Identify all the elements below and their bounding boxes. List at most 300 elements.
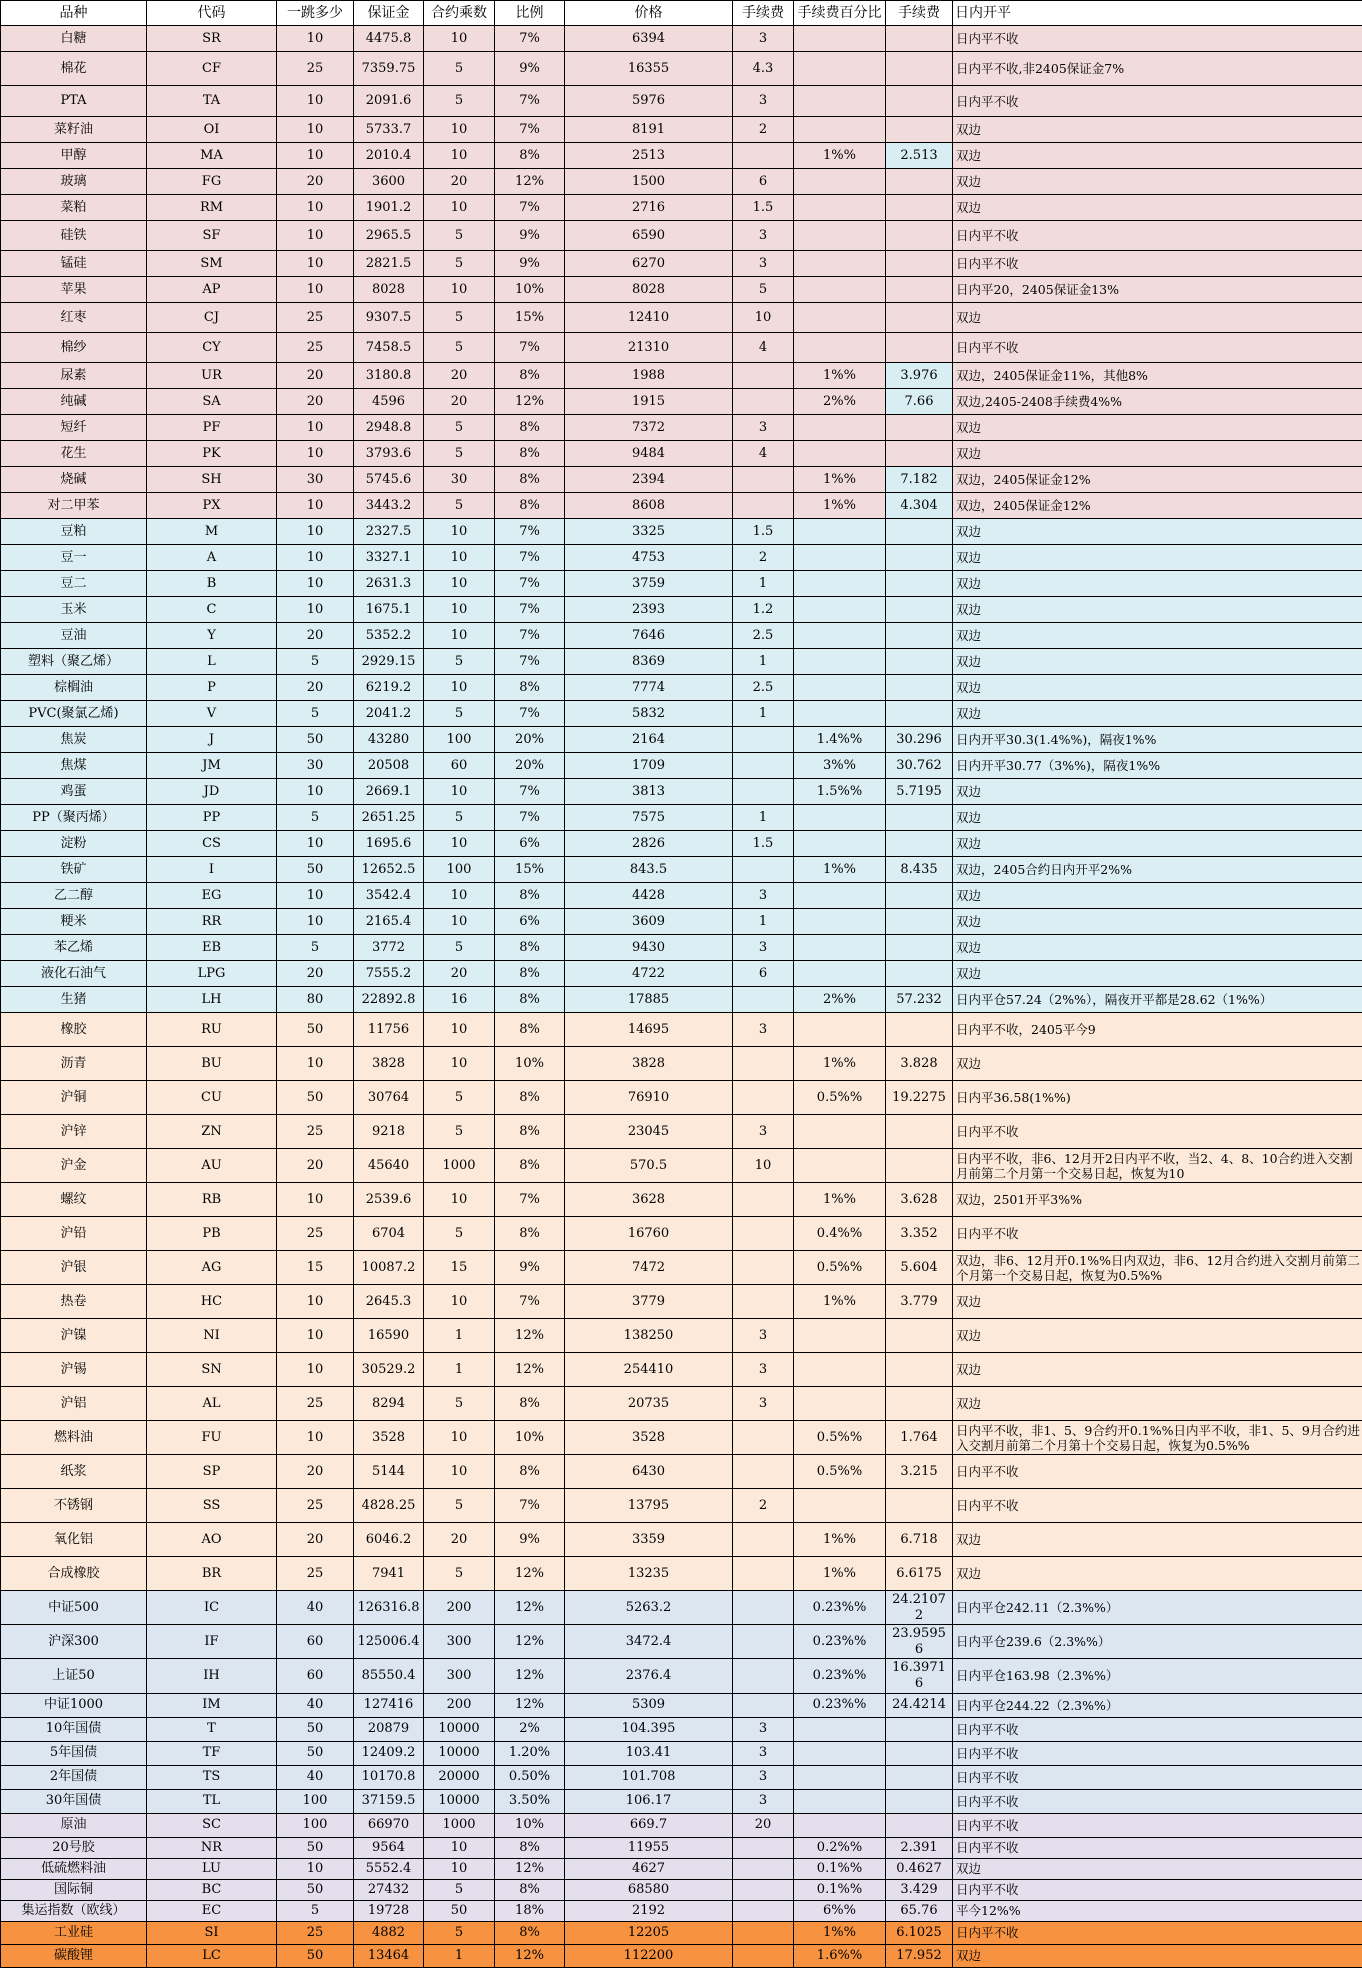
cell-name[interactable]: 短纤 [1, 415, 147, 441]
cell-price[interactable]: 1988 [565, 363, 733, 389]
cell-fee_pct[interactable] [794, 195, 886, 221]
cell-price[interactable]: 103.41 [565, 1741, 733, 1765]
cell-fee_pct[interactable] [794, 26, 886, 52]
cell-code[interactable]: SN [147, 1353, 277, 1387]
cell-name[interactable]: 碳酸锂 [1, 1944, 147, 1967]
cell-code[interactable]: L [147, 649, 277, 675]
cell-note[interactable]: 日内平不收 [953, 333, 1362, 363]
cell-margin[interactable]: 2010.4 [354, 143, 424, 169]
cell-fee_val[interactable] [886, 675, 953, 701]
cell-code[interactable]: IM [147, 1693, 277, 1717]
cell-fee_pct[interactable] [794, 909, 886, 935]
cell-fee[interactable]: 3 [733, 251, 794, 277]
cell-fee_val[interactable] [886, 909, 953, 935]
cell-mult[interactable]: 20000 [424, 1765, 495, 1789]
cell-code[interactable]: SA [147, 389, 277, 415]
cell-fee_val[interactable] [886, 1765, 953, 1789]
cell-margin[interactable]: 2041.2 [354, 701, 424, 727]
cell-code[interactable]: PB [147, 1217, 277, 1251]
cell-code[interactable]: LPG [147, 961, 277, 987]
cell-margin[interactable]: 1695.6 [354, 831, 424, 857]
cell-fee_pct[interactable]: 0.5%% [794, 1081, 886, 1115]
cell-name[interactable]: 工业硅 [1, 1921, 147, 1944]
cell-margin[interactable]: 27432 [354, 1879, 424, 1900]
cell-price[interactable]: 254410 [565, 1353, 733, 1387]
cell-fee_val[interactable]: 24.21072 [886, 1591, 953, 1625]
cell-code[interactable]: A [147, 545, 277, 571]
cell-fee[interactable] [733, 363, 794, 389]
cell-price[interactable]: 1500 [565, 169, 733, 195]
cell-margin[interactable]: 30764 [354, 1081, 424, 1115]
cell-fee_pct[interactable]: 1.5%% [794, 779, 886, 805]
cell-fee_pct[interactable]: 1%% [794, 1183, 886, 1217]
cell-fee[interactable] [733, 1625, 794, 1659]
cell-name[interactable]: 中证500 [1, 1591, 147, 1625]
cell-margin[interactable]: 85550.4 [354, 1659, 424, 1693]
column-header-fee_pct[interactable]: 手续费百分比 [794, 1, 886, 26]
cell-tick[interactable]: 25 [277, 1557, 354, 1591]
cell-name[interactable]: 橡胶 [1, 1013, 147, 1047]
cell-name[interactable]: 20号胶 [1, 1837, 147, 1858]
cell-fee_val[interactable] [886, 1353, 953, 1387]
cell-margin[interactable]: 3528 [354, 1421, 424, 1455]
cell-fee[interactable]: 6 [733, 961, 794, 987]
cell-fee_pct[interactable]: 1.6%% [794, 1944, 886, 1967]
cell-note[interactable]: 双边 [953, 961, 1362, 987]
cell-mult[interactable]: 5 [424, 1489, 495, 1523]
cell-fee_val[interactable]: 7.66 [886, 389, 953, 415]
cell-margin[interactable]: 125006.4 [354, 1625, 424, 1659]
cell-tick[interactable]: 10 [277, 1421, 354, 1455]
cell-mult[interactable]: 60 [424, 753, 495, 779]
cell-tick[interactable]: 10 [277, 1858, 354, 1879]
cell-ratio[interactable]: 8% [495, 1217, 565, 1251]
cell-mult[interactable]: 10 [424, 597, 495, 623]
cell-note[interactable]: 双边，2405保证金12% [953, 493, 1362, 519]
cell-tick[interactable]: 10 [277, 909, 354, 935]
cell-name[interactable]: 30年国债 [1, 1789, 147, 1813]
cell-margin[interactable]: 19728 [354, 1900, 424, 1921]
cell-fee_pct[interactable]: 0.2%% [794, 1837, 886, 1858]
cell-fee_val[interactable]: 19.2275 [886, 1081, 953, 1115]
column-header-fee_val[interactable]: 手续费 [886, 1, 953, 26]
cell-code[interactable]: CJ [147, 303, 277, 333]
cell-price[interactable]: 112200 [565, 1944, 733, 1967]
cell-fee_val[interactable]: 0.4627 [886, 1858, 953, 1879]
cell-ratio[interactable]: 8% [495, 1013, 565, 1047]
cell-note[interactable]: 日内平不收 [953, 1455, 1362, 1489]
cell-tick[interactable]: 25 [277, 52, 354, 86]
cell-code[interactable]: TS [147, 1765, 277, 1789]
cell-code[interactable]: TA [147, 86, 277, 117]
cell-mult[interactable]: 10 [424, 117, 495, 143]
cell-margin[interactable]: 9564 [354, 1837, 424, 1858]
cell-note[interactable]: 日内平仓163.98（2.3%%） [953, 1659, 1362, 1693]
cell-mult[interactable]: 10 [424, 1455, 495, 1489]
cell-fee[interactable] [733, 1921, 794, 1944]
cell-fee_pct[interactable] [794, 415, 886, 441]
cell-note[interactable]: 日内平不收 [953, 221, 1362, 251]
cell-ratio[interactable]: 12% [495, 1319, 565, 1353]
cell-price[interactable]: 3828 [565, 1047, 733, 1081]
cell-price[interactable]: 3628 [565, 1183, 733, 1217]
cell-note[interactable]: 双边 [953, 831, 1362, 857]
cell-tick[interactable]: 20 [277, 675, 354, 701]
cell-mult[interactable]: 5 [424, 935, 495, 961]
cell-margin[interactable]: 22892.8 [354, 987, 424, 1013]
cell-code[interactable]: BU [147, 1047, 277, 1081]
cell-code[interactable]: B [147, 571, 277, 597]
cell-price[interactable]: 2164 [565, 727, 733, 753]
cell-fee_pct[interactable] [794, 1489, 886, 1523]
cell-fee_val[interactable]: 30.762 [886, 753, 953, 779]
cell-margin[interactable]: 7359.75 [354, 52, 424, 86]
cell-ratio[interactable]: 7% [495, 1285, 565, 1319]
cell-code[interactable]: T [147, 1717, 277, 1741]
cell-tick[interactable]: 50 [277, 1717, 354, 1741]
cell-price[interactable]: 12205 [565, 1921, 733, 1944]
cell-fee_val[interactable] [886, 333, 953, 363]
cell-name[interactable]: 螺纹 [1, 1183, 147, 1217]
cell-note[interactable]: 日内平仓244.22（2.3%%） [953, 1693, 1362, 1717]
cell-price[interactable]: 138250 [565, 1319, 733, 1353]
cell-fee_val[interactable] [886, 545, 953, 571]
cell-margin[interactable]: 3772 [354, 935, 424, 961]
cell-fee_pct[interactable]: 0.5%% [794, 1421, 886, 1455]
cell-fee[interactable]: 6 [733, 169, 794, 195]
cell-margin[interactable]: 37159.5 [354, 1789, 424, 1813]
cell-mult[interactable]: 1000 [424, 1813, 495, 1837]
cell-ratio[interactable]: 1.20% [495, 1741, 565, 1765]
cell-name[interactable]: 沪铅 [1, 1217, 147, 1251]
cell-ratio[interactable]: 8% [495, 961, 565, 987]
cell-mult[interactable]: 5 [424, 649, 495, 675]
cell-fee[interactable] [733, 493, 794, 519]
cell-fee_val[interactable] [886, 86, 953, 117]
cell-fee_pct[interactable]: 0.23%% [794, 1659, 886, 1693]
cell-price[interactable]: 104.395 [565, 1717, 733, 1741]
cell-price[interactable]: 5263.2 [565, 1591, 733, 1625]
cell-margin[interactable]: 4882 [354, 1921, 424, 1944]
cell-code[interactable]: MA [147, 143, 277, 169]
cell-price[interactable]: 7575 [565, 805, 733, 831]
cell-fee[interactable] [733, 1285, 794, 1319]
cell-code[interactable]: AL [147, 1387, 277, 1421]
cell-name[interactable]: 液化石油气 [1, 961, 147, 987]
cell-fee_pct[interactable] [794, 303, 886, 333]
cell-fee_val[interactable]: 17.952 [886, 1944, 953, 1967]
cell-fee[interactable]: 3 [733, 1765, 794, 1789]
cell-fee[interactable]: 2 [733, 1489, 794, 1523]
cell-fee[interactable] [733, 143, 794, 169]
cell-ratio[interactable]: 3.50% [495, 1789, 565, 1813]
cell-mult[interactable]: 50 [424, 1900, 495, 1921]
cell-code[interactable]: RM [147, 195, 277, 221]
cell-fee_pct[interactable]: 0.5%% [794, 1251, 886, 1285]
cell-code[interactable]: RR [147, 909, 277, 935]
cell-fee[interactable]: 1 [733, 649, 794, 675]
cell-ratio[interactable]: 7% [495, 195, 565, 221]
cell-code[interactable]: CY [147, 333, 277, 363]
cell-fee_val[interactable] [886, 441, 953, 467]
cell-ratio[interactable]: 7% [495, 519, 565, 545]
cell-ratio[interactable]: 8% [495, 415, 565, 441]
cell-fee[interactable]: 1 [733, 909, 794, 935]
cell-mult[interactable]: 10 [424, 195, 495, 221]
cell-ratio[interactable]: 9% [495, 52, 565, 86]
cell-tick[interactable]: 10 [277, 831, 354, 857]
cell-fee_val[interactable] [886, 571, 953, 597]
cell-fee_pct[interactable]: 1%% [794, 1921, 886, 1944]
cell-fee_pct[interactable]: 0.5%% [794, 1455, 886, 1489]
cell-mult[interactable]: 300 [424, 1625, 495, 1659]
column-header-mult[interactable]: 合约乘数 [424, 1, 495, 26]
cell-fee[interactable] [733, 727, 794, 753]
cell-note[interactable]: 双边 [953, 143, 1362, 169]
cell-margin[interactable]: 126316.8 [354, 1591, 424, 1625]
cell-price[interactable]: 5309 [565, 1693, 733, 1717]
cell-note[interactable]: 日内平不收 [953, 1813, 1362, 1837]
cell-name[interactable]: 国际铜 [1, 1879, 147, 1900]
cell-code[interactable]: SR [147, 26, 277, 52]
cell-ratio[interactable]: 20% [495, 753, 565, 779]
cell-ratio[interactable]: 10% [495, 1813, 565, 1837]
cell-fee_val[interactable]: 3.828 [886, 1047, 953, 1081]
cell-price[interactable]: 6590 [565, 221, 733, 251]
cell-fee_val[interactable] [886, 1741, 953, 1765]
cell-price[interactable]: 9484 [565, 441, 733, 467]
cell-margin[interactable]: 2669.1 [354, 779, 424, 805]
cell-price[interactable]: 5976 [565, 86, 733, 117]
cell-fee_val[interactable]: 2.513 [886, 143, 953, 169]
cell-note[interactable]: 双边 [953, 675, 1362, 701]
cell-margin[interactable]: 3542.4 [354, 883, 424, 909]
cell-mult[interactable]: 10 [424, 779, 495, 805]
cell-name[interactable]: 燃料油 [1, 1421, 147, 1455]
cell-ratio[interactable]: 12% [495, 389, 565, 415]
cell-fee[interactable] [733, 1183, 794, 1217]
cell-name[interactable]: 沥青 [1, 1047, 147, 1081]
cell-fee_val[interactable]: 3.628 [886, 1183, 953, 1217]
cell-tick[interactable]: 10 [277, 195, 354, 221]
cell-margin[interactable]: 30529.2 [354, 1353, 424, 1387]
cell-code[interactable]: UR [147, 363, 277, 389]
cell-mult[interactable]: 5 [424, 1921, 495, 1944]
cell-note[interactable]: 双边 [953, 571, 1362, 597]
cell-code[interactable]: EB [147, 935, 277, 961]
cell-mult[interactable]: 100 [424, 727, 495, 753]
cell-margin[interactable]: 3600 [354, 169, 424, 195]
cell-price[interactable]: 3759 [565, 571, 733, 597]
cell-fee_val[interactable]: 7.182 [886, 467, 953, 493]
cell-name[interactable]: 菜籽油 [1, 117, 147, 143]
cell-margin[interactable]: 7555.2 [354, 961, 424, 987]
cell-fee[interactable] [733, 1523, 794, 1557]
cell-margin[interactable]: 4475.8 [354, 26, 424, 52]
cell-ratio[interactable]: 7% [495, 333, 565, 363]
cell-fee_pct[interactable] [794, 1717, 886, 1741]
cell-fee_val[interactable]: 23.95956 [886, 1625, 953, 1659]
column-header-ratio[interactable]: 比例 [495, 1, 565, 26]
cell-note[interactable]: 双边 [953, 1319, 1362, 1353]
cell-mult[interactable]: 10 [424, 1047, 495, 1081]
cell-mult[interactable]: 5 [424, 441, 495, 467]
cell-margin[interactable]: 5552.4 [354, 1858, 424, 1879]
cell-tick[interactable]: 10 [277, 883, 354, 909]
cell-note[interactable]: 双边 [953, 701, 1362, 727]
cell-margin[interactable]: 1675.1 [354, 597, 424, 623]
cell-margin[interactable]: 5144 [354, 1455, 424, 1489]
cell-name[interactable]: 豆一 [1, 545, 147, 571]
cell-price[interactable]: 8191 [565, 117, 733, 143]
cell-mult[interactable]: 5 [424, 805, 495, 831]
cell-fee_pct[interactable] [794, 1789, 886, 1813]
cell-margin[interactable]: 2539.6 [354, 1183, 424, 1217]
cell-note[interactable]: 日内平不收 [953, 1879, 1362, 1900]
cell-ratio[interactable]: 7% [495, 623, 565, 649]
cell-tick[interactable]: 25 [277, 1115, 354, 1149]
column-header-fee[interactable]: 手续费 [733, 1, 794, 26]
cell-name[interactable]: 2年国债 [1, 1765, 147, 1789]
cell-note[interactable]: 日内平不收，2405平今9 [953, 1013, 1362, 1047]
cell-fee_pct[interactable] [794, 883, 886, 909]
cell-fee_pct[interactable]: 0.1%% [794, 1879, 886, 1900]
cell-ratio[interactable]: 7% [495, 26, 565, 52]
cell-name[interactable]: 低硫燃料油 [1, 1858, 147, 1879]
cell-tick[interactable]: 10 [277, 545, 354, 571]
cell-margin[interactable]: 8294 [354, 1387, 424, 1421]
cell-code[interactable]: I [147, 857, 277, 883]
cell-price[interactable]: 9430 [565, 935, 733, 961]
cell-mult[interactable]: 10 [424, 1421, 495, 1455]
cell-tick[interactable]: 60 [277, 1625, 354, 1659]
cell-price[interactable]: 2393 [565, 597, 733, 623]
cell-tick[interactable]: 10 [277, 1353, 354, 1387]
cell-note[interactable]: 双边 [953, 649, 1362, 675]
cell-note[interactable]: 日内平不收 [953, 251, 1362, 277]
cell-code[interactable]: TL [147, 1789, 277, 1813]
cell-margin[interactable]: 2327.5 [354, 519, 424, 545]
cell-tick[interactable]: 5 [277, 649, 354, 675]
cell-mult[interactable]: 10 [424, 623, 495, 649]
cell-price[interactable]: 3528 [565, 1421, 733, 1455]
cell-fee_pct[interactable]: 6%% [794, 1900, 886, 1921]
cell-mult[interactable]: 10000 [424, 1789, 495, 1813]
cell-name[interactable]: 10年国债 [1, 1717, 147, 1741]
cell-note[interactable]: 日内开平30.3(1.4%%)，隔夜1%% [953, 727, 1362, 753]
cell-tick[interactable]: 10 [277, 117, 354, 143]
cell-mult[interactable]: 10 [424, 545, 495, 571]
cell-note[interactable]: 日内平不收,非2405保证金7% [953, 52, 1362, 86]
cell-name[interactable]: 生猪 [1, 987, 147, 1013]
cell-fee_pct[interactable]: 1%% [794, 1047, 886, 1081]
cell-fee_val[interactable] [886, 649, 953, 675]
cell-fee_val[interactable] [886, 805, 953, 831]
cell-note[interactable]: 日内平仓57.24（2%%），隔夜开平都是28.62（1%%） [953, 987, 1362, 1013]
cell-margin[interactable]: 6219.2 [354, 675, 424, 701]
cell-tick[interactable]: 5 [277, 1900, 354, 1921]
cell-mult[interactable]: 15 [424, 1251, 495, 1285]
cell-fee_val[interactable] [886, 195, 953, 221]
cell-fee_val[interactable] [886, 277, 953, 303]
cell-price[interactable]: 2376.4 [565, 1659, 733, 1693]
cell-mult[interactable]: 10 [424, 1285, 495, 1319]
cell-mult[interactable]: 10 [424, 1837, 495, 1858]
cell-name[interactable]: 豆油 [1, 623, 147, 649]
cell-fee_val[interactable] [886, 623, 953, 649]
cell-note[interactable]: 日内平不收 [953, 1837, 1362, 1858]
cell-code[interactable]: P [147, 675, 277, 701]
cell-name[interactable]: 沪铜 [1, 1081, 147, 1115]
cell-fee_val[interactable]: 3.215 [886, 1455, 953, 1489]
cell-note[interactable]: 日内平不收，非6、12月开2日内平不收，当2、4、8、10合约进入交割月前第二个月第一个交易日起，恢复为10 [953, 1149, 1362, 1183]
cell-ratio[interactable]: 8% [495, 1879, 565, 1900]
cell-tick[interactable]: 100 [277, 1789, 354, 1813]
cell-margin[interactable]: 66970 [354, 1813, 424, 1837]
cell-ratio[interactable]: 8% [495, 987, 565, 1013]
cell-fee_val[interactable] [886, 1813, 953, 1837]
cell-mult[interactable]: 10 [424, 1013, 495, 1047]
cell-ratio[interactable]: 8% [495, 1387, 565, 1421]
cell-fee_pct[interactable]: 1%% [794, 467, 886, 493]
cell-name[interactable]: 集运指数（欧线） [1, 1900, 147, 1921]
cell-ratio[interactable]: 0.50% [495, 1765, 565, 1789]
cell-note[interactable]: 双边 [953, 805, 1362, 831]
cell-note[interactable]: 双边 [953, 303, 1362, 333]
cell-mult[interactable]: 10 [424, 831, 495, 857]
cell-code[interactable]: BR [147, 1557, 277, 1591]
cell-mult[interactable]: 5 [424, 52, 495, 86]
cell-fee[interactable]: 3 [733, 1789, 794, 1813]
cell-margin[interactable]: 16590 [354, 1319, 424, 1353]
cell-code[interactable]: Y [147, 623, 277, 649]
cell-fee_val[interactable] [886, 1149, 953, 1183]
cell-fee[interactable]: 3 [733, 86, 794, 117]
cell-margin[interactable]: 6046.2 [354, 1523, 424, 1557]
cell-mult[interactable]: 10 [424, 909, 495, 935]
cell-note[interactable]: 日内平不收 [953, 1789, 1362, 1813]
column-header-code[interactable]: 代码 [147, 1, 277, 26]
cell-price[interactable]: 570.5 [565, 1149, 733, 1183]
cell-tick[interactable]: 20 [277, 169, 354, 195]
cell-code[interactable]: PX [147, 493, 277, 519]
cell-fee_pct[interactable] [794, 623, 886, 649]
cell-fee_pct[interactable] [794, 571, 886, 597]
cell-tick[interactable]: 10 [277, 1183, 354, 1217]
cell-code[interactable]: IF [147, 1625, 277, 1659]
cell-code[interactable]: RB [147, 1183, 277, 1217]
cell-ratio[interactable]: 8% [495, 935, 565, 961]
cell-fee[interactable]: 1.5 [733, 831, 794, 857]
cell-note[interactable]: 双边 [953, 1944, 1362, 1967]
cell-fee_pct[interactable] [794, 117, 886, 143]
cell-fee_val[interactable]: 3.779 [886, 1285, 953, 1319]
cell-fee_pct[interactable] [794, 935, 886, 961]
cell-mult[interactable]: 1 [424, 1944, 495, 1967]
cell-fee[interactable]: 20 [733, 1813, 794, 1837]
cell-price[interactable]: 3609 [565, 909, 733, 935]
cell-fee_pct[interactable]: 1%% [794, 1285, 886, 1319]
cell-code[interactable]: BC [147, 1879, 277, 1900]
cell-code[interactable]: LU [147, 1858, 277, 1879]
cell-tick[interactable]: 50 [277, 1837, 354, 1858]
cell-margin[interactable]: 1901.2 [354, 195, 424, 221]
cell-ratio[interactable]: 12% [495, 1591, 565, 1625]
cell-fee_pct[interactable] [794, 86, 886, 117]
cell-ratio[interactable]: 8% [495, 143, 565, 169]
cell-margin[interactable]: 2929.15 [354, 649, 424, 675]
cell-fee_pct[interactable]: 0.23%% [794, 1625, 886, 1659]
